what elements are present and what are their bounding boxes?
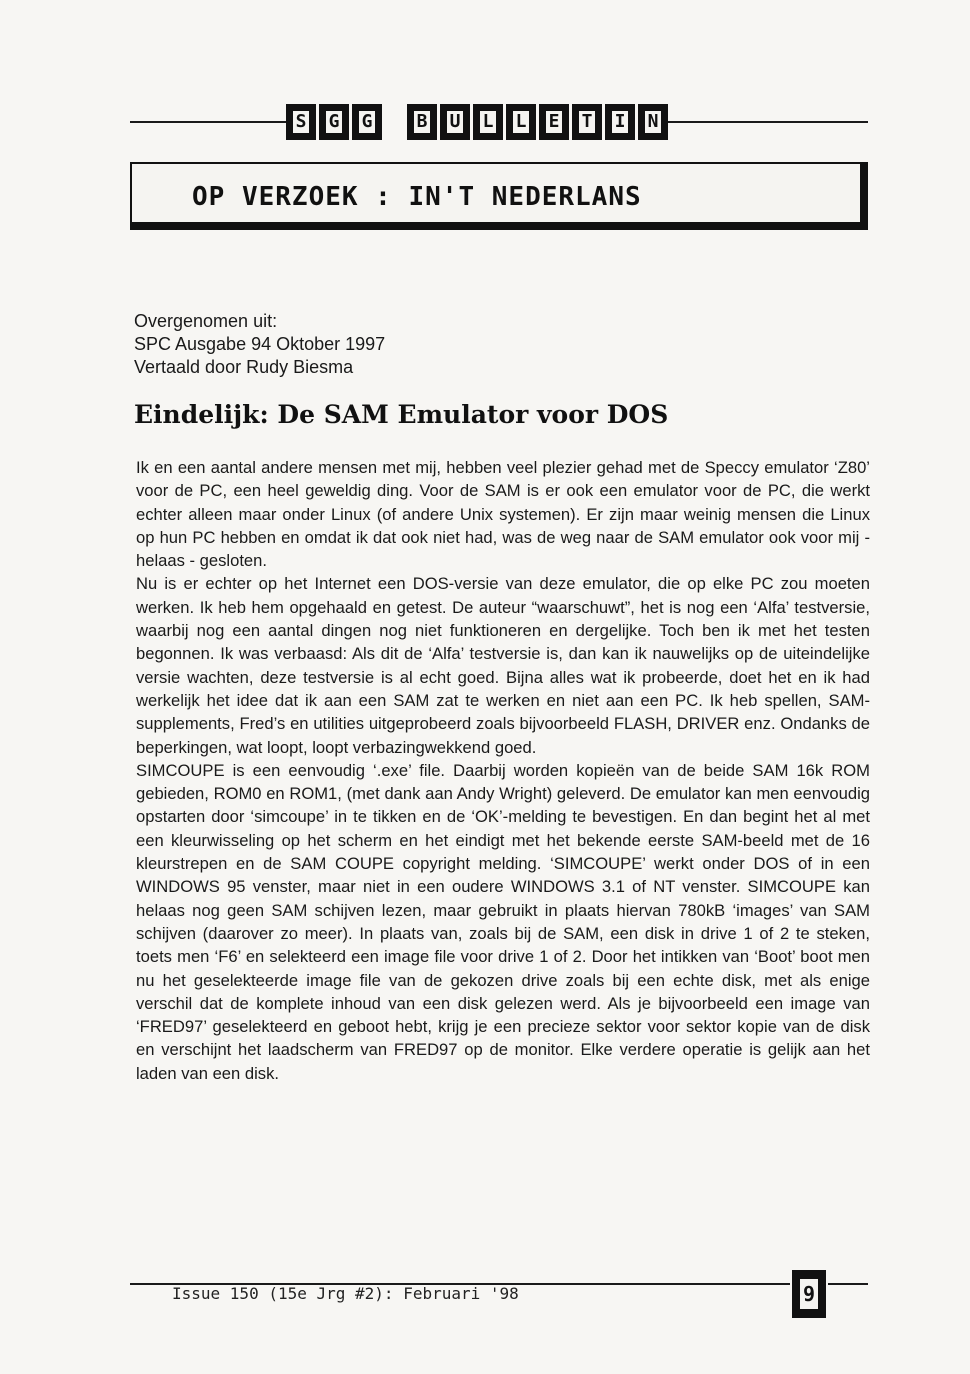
footer-rule-right: [828, 1283, 868, 1285]
page-number-digit: 9: [798, 1277, 820, 1311]
masthead-letter: N: [638, 104, 668, 140]
masthead-letter: T: [572, 104, 602, 140]
article-body: [136, 456, 870, 1085]
attribution-source: SPC Ausgabe 94 Oktober 1997: [134, 334, 386, 354]
masthead-letter: I: [605, 104, 635, 140]
page-number: [792, 1270, 826, 1318]
section-title: OP VERZOEK : IN'T NEDERLANS: [192, 182, 642, 212]
masthead-letter: B: [407, 104, 437, 140]
section-banner: [130, 162, 868, 230]
attribution: [134, 310, 385, 379]
masthead-group-bulletin: [407, 104, 671, 140]
attribution-translator: Vertaald door Rudy Biesma: [134, 357, 354, 377]
masthead-letter: S: [286, 104, 316, 140]
article-headline: Eindelijk: De SAM Emulator voor DOS: [134, 400, 669, 429]
masthead-letter: L: [473, 104, 503, 140]
masthead-group-sgg: [286, 104, 385, 140]
article-paragraph: Ik en een aantal andere mensen met mij, hebben veel plezier gehad met de Speccy emulator ‘Z80’ voor de PC, een heel geweldig ding. Voor de SAM is er ook een emulator voor de PC, die werkt echter alleen maar onder Linux (of andere Unix systemen). Er zijn maar weinig mensen die Linux op hun PC hebben en omdat ik dat ook niet had, was de weg naar de SAM emulator ook voor mij - helaas - gesloten.: [136, 458, 870, 571]
masthead-rule-right: [668, 121, 868, 123]
article-paragraph: Nu is er echter op het Internet een DOS-versie van deze emulator, die op elke PC zou moeten werken. Ik heb hem opgehaald en getest. De auteur “waarschuwt”, het is nog een ‘Alfa’ testversie, waarbij nog een aantal dingen nog niet funktioneren en dergelijke. Toch ben ik met het testen begonnen. Ik was verbaasd: Als dit de ‘Alfa’ testversie is, dan kan ik nauwelijks op de uiteindelijke versie wachten, deze testversie is al echt goed. Bijna alles wat ik probeerde, doet het en ik had werkelijk het idee dat ik aan een SAM zat te werken en niet aan een PC. Ik heb spellen, SAM-supplements, Fred’s en utilities uitgeprobeerd zoals bijvoorbeeld FLASH, DRIVER enz. Ondanks de beperkingen, wat loopt, loopt verbazingwekkend goed.: [136, 574, 870, 757]
footer-issue-line: Issue 150 (15e Jrg #2): Februari '98: [172, 1284, 519, 1303]
masthead-letter: L: [506, 104, 536, 140]
masthead-letter: U: [440, 104, 470, 140]
masthead-letter: E: [539, 104, 569, 140]
attribution-source-label: Overgenomen uit:: [134, 311, 278, 331]
article-paragraph: SIMCOUPE is een eenvoudig ‘.exe’ file. Daarbij worden kopieën van de beide SAM 16k ROM gebieden, ROM0 en ROM1, (met dank aan Andy Wright) geleverd. De emulator kan men eenvoudig opstarten door ‘simcoupe’ in te tikken en de ‘OK’-melding te bevestigen. En dan begint het al met een kleurwisseling op het scherm en het eindigt met het bekende eerste SAM-beeld met de 16 kleurstrepen en de SAM COUPE copyright melding. ‘SIMCOUPE’ werkt onder DOS of in een WINDOWS 95 venster, maar niet in een oudere WINDOWS 3.1 of NT venster. SIMCOUPE kan helaas nog geen SAM schijven lezen, maar gebruikt in plaats hiervan 780kB ‘images’ van SAM schijven (daarover zo meer). In plaats van, zoals bij de SAM, een disk in drive 1 of 2 te steken, toets men ‘F6’ en selekteerd een image file voor drive 1 of 2. Door het intikken van ‘Boot’ boot men nu het geselekteerde image file van de gekozen drive zoals bij een echte disk, met als enige verschil dat de komplete inhoud van een disk gelezen werd. Als je bijvoorbeeld een image van ‘FRED97’ geselekteerd en geboot hebt, krijg je een precieze sektor voor sektor kopie van de disk en verschijnt het laadscherm van FRED97 op de monitor. Elke verdere operatie is gelijk aan het laden van een disk.: [136, 760, 870, 1083]
masthead-letter: G: [319, 104, 349, 140]
masthead-logo: [286, 104, 671, 140]
masthead-letter: G: [352, 104, 382, 140]
masthead-rule-left: [130, 121, 286, 123]
